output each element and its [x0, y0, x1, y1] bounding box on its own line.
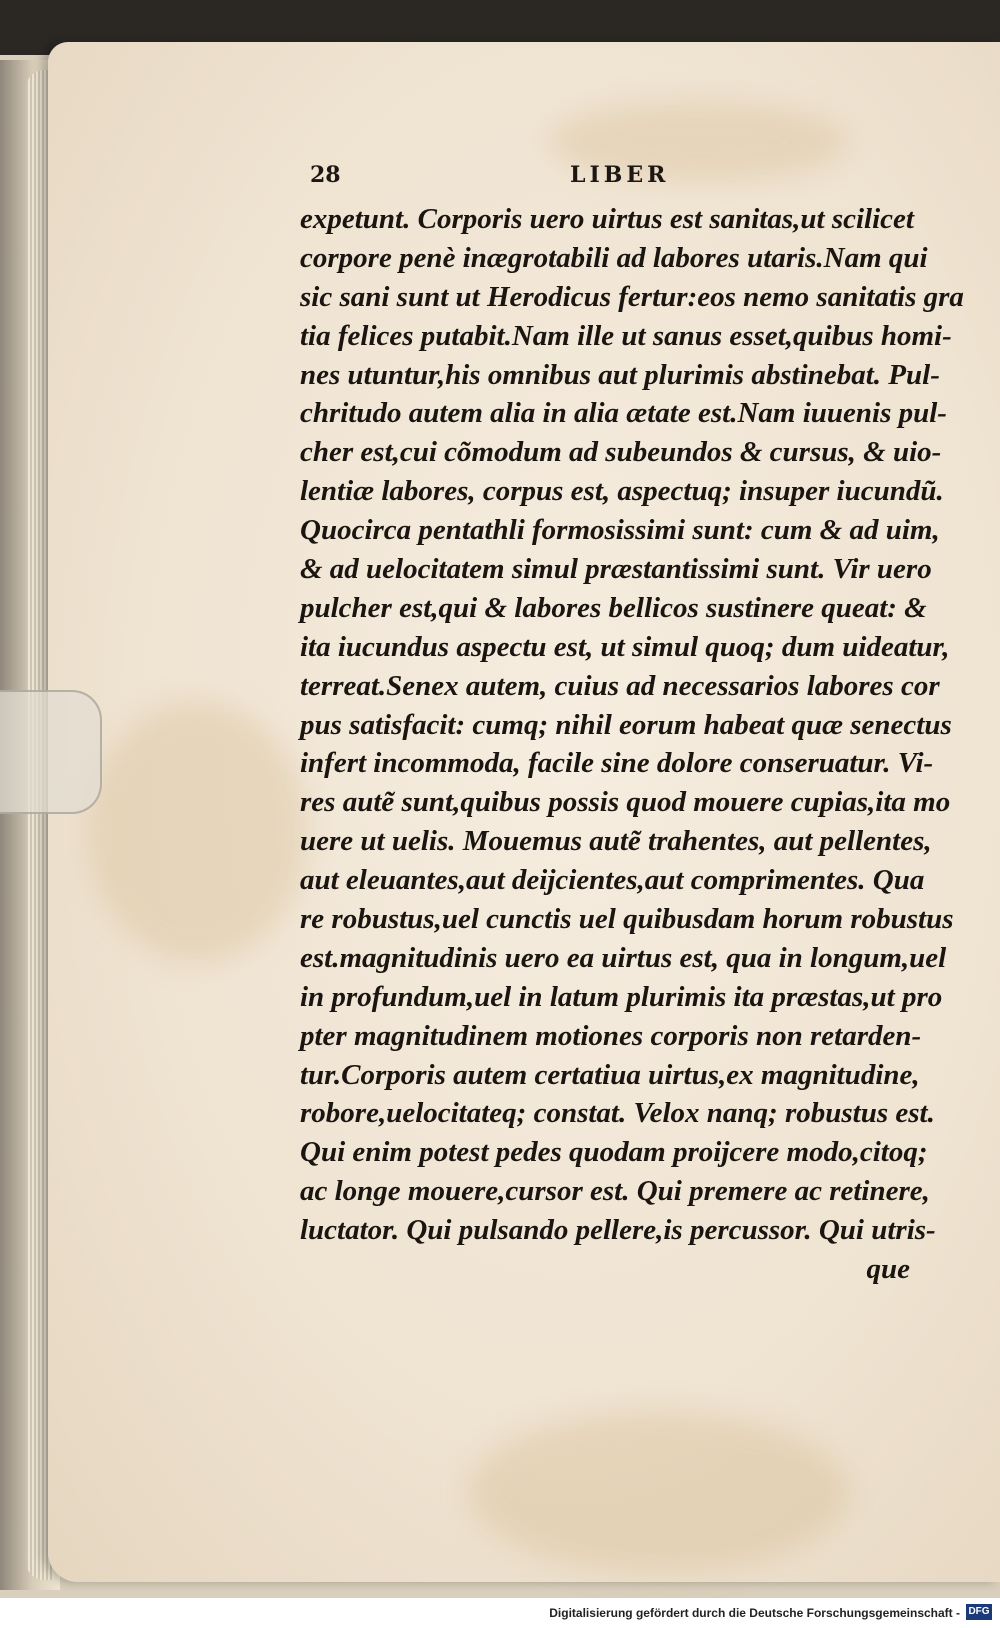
text-line: pus satisfacit: cumq; nihil eorum habeat quæ senectus — [300, 708, 952, 741]
catchword: que — [866, 1253, 910, 1286]
text-line: luctator. Qui pulsando pellere,is percussor. Qui utris- — [300, 1214, 936, 1247]
page-header — [300, 162, 910, 192]
text-line: corpore penè inægrotabili ad labores utaris.Nam qui — [300, 241, 928, 274]
paper-stain — [468, 1412, 848, 1572]
running-title: LIBER — [570, 162, 670, 188]
text-line: uere ut uelis. Mouemus autẽ trahentes, aut pellentes, — [300, 825, 932, 858]
text-line: expetunt. Corporis uero uirtus est sanitas,ut scilicet — [300, 203, 914, 235]
text-line: Quocirca pentathli formosissimi sunt: cum & ad uim, — [300, 514, 940, 547]
text-line: tur.Corporis autem certatiua uirtus,ex magnitudine, — [300, 1058, 920, 1091]
page-number: 28 — [310, 162, 341, 188]
text-line: tia felices putabit.Nam ille ut sanus esset,quibus homi- — [300, 319, 952, 352]
text-line: Qui enim potest pedes quodam proijcere modo,citoq; — [300, 1136, 928, 1169]
text-line: nes utuntur,his omnibus aut plurimis abstinebat. Pul- — [300, 358, 940, 391]
text-line: in profundum,uel in latum plurimis ita præstas,ut pro — [300, 980, 943, 1013]
digitization-footer — [0, 1598, 1000, 1628]
text-line: ac longe mouere,cursor est. Qui premere ac retinere, — [300, 1175, 930, 1208]
text-line: ita iucundus aspectu est, ut simul quoq; dum uideatur, — [300, 630, 950, 663]
text-line: aut eleuantes,aut deijcientes,aut comprimentes. Qua — [300, 864, 925, 897]
text-line: lentiæ labores, corpus est, aspectuq; insuper iucundũ. — [300, 475, 944, 508]
paper-stain — [88, 702, 308, 962]
text-line: pulcher est,qui & labores bellicos sustinere queat: & — [300, 591, 927, 624]
footer-credit: Digitalisierung gefördert durch die Deutsche Forschungsgemeinschaft - — [549, 1606, 960, 1620]
text-line: res autẽ sunt,quibus possis quod mouere cupias,ita mo — [300, 786, 951, 819]
text-line: re robustus,uel cunctis uel quibusdam horum robustus — [300, 903, 954, 936]
text-line: est.magnitudinis uero ea uirtus est, qua in longum,uel — [300, 941, 947, 974]
body-text — [300, 200, 964, 1289]
text-line: & ad uelocitatem simul præstantissimi sunt. Vir uero — [300, 553, 932, 586]
text-line: infert incommoda, facile sine dolore conseruatur. Vi- — [300, 747, 934, 780]
text-line: sic sani sunt ut Herodicus fertur:eos nemo sanitatis gra — [300, 280, 964, 313]
text-line: terreat.Senex autem, cuius ad necessarios labores cor — [300, 669, 940, 702]
page-clip — [0, 690, 102, 814]
text-line: chritudo autem alia in alia ætate est.Nam iuuenis pul- — [300, 397, 947, 430]
text-line: pter magnitudinem motiones corporis non retarden- — [300, 1019, 922, 1052]
dfg-logo: DFG — [966, 1604, 992, 1620]
text-line: robore,uelocitateq; constat. Velox nanq; robustus est. — [300, 1097, 935, 1130]
text-line: cher est,cui cõmodum ad subeundos & cursus, & uio- — [300, 436, 942, 469]
